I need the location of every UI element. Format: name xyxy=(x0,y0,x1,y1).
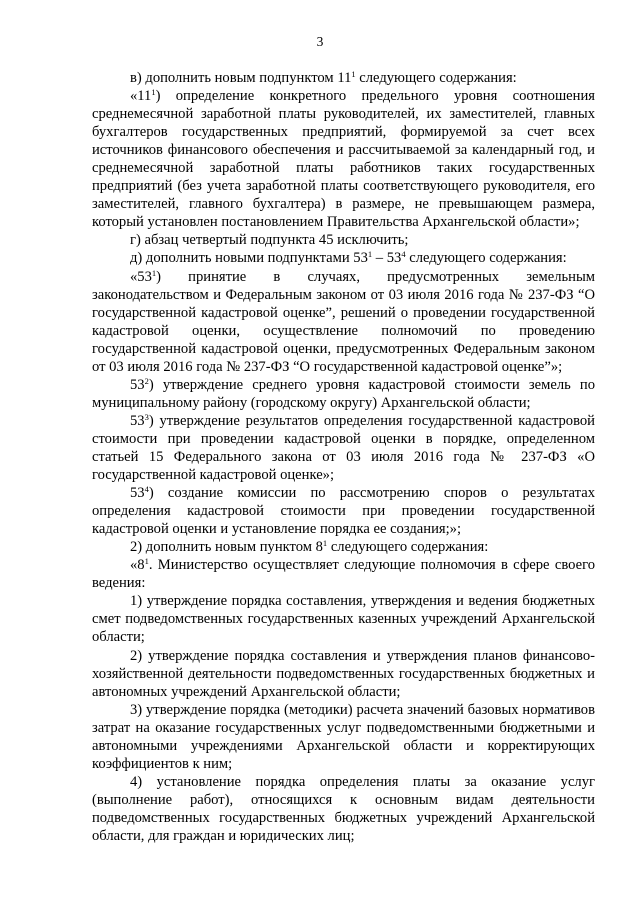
text-run: ) утверждение среднего уровня кадастровой стоимости земель по муниципальному району (городскому округу) Архангельской области; xyxy=(92,376,595,411)
superscript: 2 xyxy=(144,375,149,386)
text-run: 3) утверждение порядка (методики) расчета значений базовых нормативов затрат на оказание государственных услуг подведомственными бюджетными и автономными учреждениями Архангельской области и корректирующих коэффициентов к ним; xyxy=(92,701,595,772)
text-run: 4) установление порядка определения платы за оказание услуг (выполнение работ), относящихся к основным видам деятельности подведомственных государственных бюджетных учреждений Архангельской области, для граждан и юридических лиц; xyxy=(92,773,595,844)
text-run: следующего содержания: xyxy=(355,70,517,86)
paragraph xyxy=(92,592,595,646)
text-run: в) дополнить новым подпунктом 11 xyxy=(130,70,352,86)
text-run: – 53 xyxy=(372,250,402,267)
text-run: д) дополнить новыми подпунктами 53 xyxy=(130,250,368,267)
text-run: 53 xyxy=(130,485,145,502)
paragraph xyxy=(92,556,595,592)
paragraph xyxy=(92,268,595,376)
text-run: ) принятие в случаях, предусмотренных земельным законодательством и Федеральным законом от 03 июля 2016 года № 237-ФЗ “О государственной кадастровой оценке”, решений о проведении государственной кадастровой оценки, осуществление полномочий по проведению государственной кадастровой оценки, предусмотренных Федеральным законом от 03 июля 2016 года № 237-ФЗ “О государственной кадастровой оценке”»; xyxy=(92,268,595,375)
paragraph xyxy=(92,484,595,538)
superscript: 3 xyxy=(144,411,149,422)
text-run: г) абзац четвертый подпункта 45 исключить; xyxy=(130,232,409,249)
paragraph xyxy=(92,647,595,701)
text-run: следующего содержания: xyxy=(327,539,489,556)
superscript: 1 xyxy=(351,69,356,79)
document-body xyxy=(92,69,595,845)
paragraph xyxy=(92,538,595,556)
superscript: 1 xyxy=(322,538,328,549)
text-run: «8 xyxy=(130,557,145,574)
paragraph xyxy=(92,773,595,845)
superscript: 1 xyxy=(367,249,373,260)
text-run: «53 xyxy=(130,268,152,285)
paragraph xyxy=(92,87,595,231)
text-run: . Министерство осуществляет следующие полномочия в сфере своего ведения: xyxy=(92,557,595,592)
text-run: 1) утверждение порядка составления, утверждения и ведения бюджетных смет подведомственных государственных казенных учреждений Архангельской области; xyxy=(92,593,595,646)
text-run: «11 xyxy=(130,88,152,105)
text-run: 53 xyxy=(130,376,145,393)
page-number: 3 xyxy=(316,34,324,49)
text-run: следующего содержания: xyxy=(405,250,567,267)
superscript: 4 xyxy=(144,484,149,495)
superscript: 1 xyxy=(151,267,157,278)
paragraph xyxy=(92,69,595,87)
superscript: 4 xyxy=(401,249,406,260)
text-run: 2) утверждение порядка составления и утверждения планов финансово-хозяйственной деятельности подведомственных государственных бюджетных и автономных учреждений Архангельской области; xyxy=(92,647,595,700)
text-run: ) утверждение результатов определения государственной кадастровой стоимости при проведении кадастровой оценки в порядке, определенном статьей 15 Федерального закона от 03 июля 2016 года № 237-ФЗ «О государственной кадастровой оценке»; xyxy=(92,412,595,484)
paragraph xyxy=(92,701,595,773)
paragraph xyxy=(92,231,595,249)
paragraph xyxy=(92,376,595,412)
text-run: ) определение конкретного предельного уровня соотношения среднемесячной заработной платы руководителей, их заместителей, главных бухгалтеров государственных предприятий, формируемой за счет всех источников финансового обеспечения и рассчитываемой за календарный год, и среднемесячной заработной платы работников таких государственных предприятий (без учета заработной платы соответствующего руководителя, его заместителей, главного бухгалтера) в размере, не превышающем размера, который установлен постановлением Правительства Архангельской области»; xyxy=(92,88,595,231)
paragraph xyxy=(92,249,595,267)
superscript: 1 xyxy=(151,87,156,98)
text-run: 53 xyxy=(130,412,145,429)
paragraph xyxy=(92,412,595,484)
text-run: 2) дополнить новым пунктом 8 xyxy=(130,539,323,556)
text-run: ) создание комиссии по рассмотрению споров о результатах определения кадастровой стоимости при проведении государственной кадастровой оценки и установление порядка ее создания;»; xyxy=(92,485,595,538)
superscript: 1 xyxy=(144,556,149,567)
